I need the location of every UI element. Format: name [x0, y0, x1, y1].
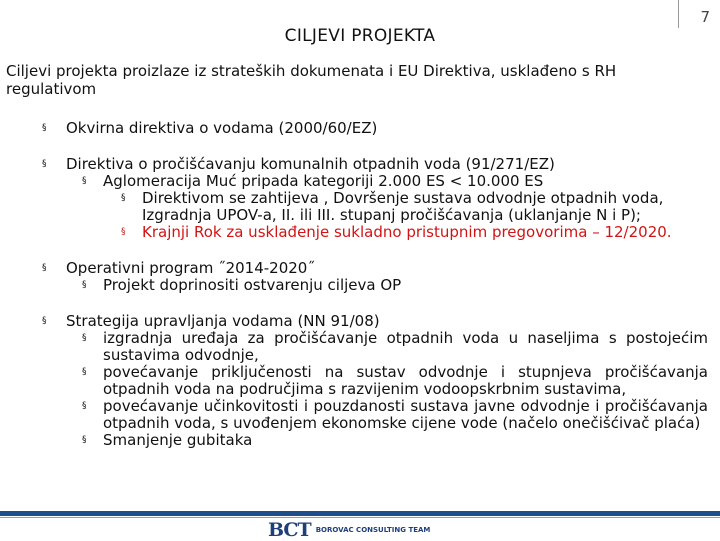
bullet-icon: §: [82, 333, 87, 343]
bullet-icon: §: [82, 280, 87, 290]
bullet-icon: §: [82, 435, 87, 445]
bullet-icon: §: [121, 193, 126, 203]
logo-mark: BCT: [268, 519, 311, 541]
section-operational-programme: [0, 260, 720, 294]
logo-company-name: BOROVAC CONSULTING TEAM: [315, 526, 431, 534]
list-item: [42, 119, 708, 137]
logo-text: [316, 526, 431, 534]
bullet-icon: §: [42, 123, 47, 133]
bullet-icon: §: [121, 227, 126, 237]
bullet-icon: §: [42, 263, 47, 273]
footer-rule: [0, 517, 720, 518]
sub-list-item: [82, 172, 708, 190]
sub-list-item: [82, 329, 708, 364]
sub-sub-list-item-deadline: [121, 223, 708, 241]
sub-list-item-text: Smanjenje gubitaka: [103, 431, 253, 449]
bullet-icon: §: [42, 316, 47, 326]
bullet-icon: §: [82, 176, 87, 186]
bullet-icon: §: [82, 401, 87, 411]
bullet-icon: §: [42, 159, 47, 169]
page-number: 7: [700, 8, 710, 26]
sub-list-item-text: Projekt doprinositi ostvarenju ciljeva OP: [103, 276, 402, 294]
sub-sub-list-item-text: Direktivom se zahtijeva , Dovršenje sustava odvodnje otpadnih voda, Izgradnja UPOV-a, II. ili III. stupanj pročišćavanja (uklanjanje N i P);: [142, 189, 664, 224]
bullet-icon: §: [82, 367, 87, 377]
section-water-strategy: [0, 313, 720, 449]
sub-list-item-text: povećavanje priključenosti na sustav odvodnje i stupnjeva pročišćavanja otpadnih voda na područjima s razvijenim vodoopskrbnim sustavima,: [103, 363, 708, 398]
slide-title: CILJEVI PROJEKTA: [284, 26, 436, 46]
content-list: [0, 120, 720, 468]
sub-list-item: [82, 431, 708, 449]
list-item: [42, 312, 708, 330]
sub-list-item-text: povećavanje učinkovitosti i pouzdanosti sustava javne odvodnje i pročišćavanja otpadnih voda, s uvođenjem ekonomske cijene vode (načelo onečišćivač plaća): [103, 397, 708, 432]
sub-list-item: [82, 397, 708, 432]
list-item-text: Strategija upravljanja vodama (NN 91/08): [66, 312, 380, 330]
sub-list-item-text: izgradnja uređaja za pročišćavanje otpadnih voda u naseljima s postojećim sustavima odvodnje,: [103, 329, 708, 364]
section-wastewater-directive: [0, 156, 720, 241]
deadline-text: Krajnji Rok za usklađenje sukladno pristupnim pregovorima – 12/2020.: [142, 223, 672, 241]
sub-list-item-text: Aglomeracija Muć pripada kategoriji 2.000 ES < 10.000 ES: [103, 172, 544, 190]
company-logo: [268, 520, 430, 540]
list-item-text: Operativni program ˝2014-2020˝: [66, 259, 315, 277]
sub-list-item: [82, 276, 708, 294]
list-item-text: Direktiva o pročišćavanju komunalnih otpadnih voda (91/271/EZ): [66, 155, 555, 173]
footer-bar: [0, 511, 720, 516]
list-item: [42, 259, 708, 277]
list-item-text: Okvirna direktiva o vodama (2000/60/EZ): [66, 119, 378, 137]
intro-text: Ciljevi projekta proizlaze iz strateških dokumenata i EU Direktiva, usklađeno s RH regulativom: [6, 62, 617, 98]
page-number-divider: [678, 0, 679, 28]
sub-sub-list-item: [121, 189, 708, 224]
list-item: [42, 155, 708, 173]
sub-list-item: [82, 363, 708, 398]
section-framework-directive: [0, 120, 720, 137]
